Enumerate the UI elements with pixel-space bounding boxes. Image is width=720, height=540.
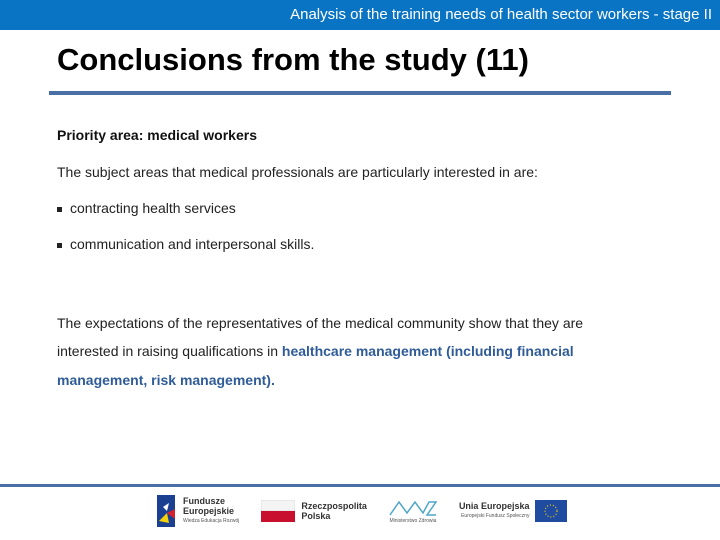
logo-fundusze-europejskie bbox=[155, 495, 239, 527]
header-bar bbox=[0, 0, 720, 30]
header-title: Analysis of the training needs of health sector workers - stage II bbox=[290, 6, 712, 23]
expectations-line2 bbox=[57, 343, 574, 359]
logo-rzeczpospolita bbox=[261, 500, 367, 522]
eu-flag-icon bbox=[535, 500, 567, 522]
expectations-highlight: healthcare management (including financial bbox=[281, 343, 574, 359]
mz-icon bbox=[389, 499, 437, 517]
logo-ministerstwo-zdrowia bbox=[389, 499, 437, 524]
ue-text: Unia Europejska bbox=[458, 501, 530, 511]
fe-text: Fundusze bbox=[183, 496, 225, 506]
expectations-line1: The expectations of the representatives of the medical community show that they are bbox=[57, 315, 584, 331]
fe-star-icon bbox=[155, 495, 177, 527]
ue-text: Europejski Fundusz Społeczny bbox=[461, 513, 530, 519]
expectations-line3: management, risk management). bbox=[57, 372, 275, 388]
rp-text: Polska bbox=[301, 511, 331, 521]
fe-text: Europejskie bbox=[183, 506, 235, 516]
mz-text: Ministerstwo Zdrowia bbox=[389, 517, 437, 524]
rp-text: Rzeczpospolita bbox=[301, 501, 367, 511]
polish-flag-icon bbox=[261, 500, 295, 522]
bullet-item: communication and interpersonal skills. bbox=[57, 236, 314, 252]
slide-title: Conclusions from the study (11) bbox=[57, 42, 529, 77]
bullet-item: contracting health services bbox=[57, 200, 236, 216]
priority-area: Priority area: medical workers bbox=[57, 127, 257, 143]
fe-text: Wiedza Edukacja Rozwój bbox=[183, 518, 240, 524]
intro-text: The subject areas that medical professionals are particularly interested in are: bbox=[57, 164, 538, 180]
title-underline bbox=[49, 91, 671, 95]
expectations-text: interested in raising qualifications in bbox=[57, 343, 282, 359]
logo-unia-europejska bbox=[459, 500, 568, 522]
footer-logos bbox=[155, 495, 567, 527]
footer-rule bbox=[0, 484, 720, 487]
